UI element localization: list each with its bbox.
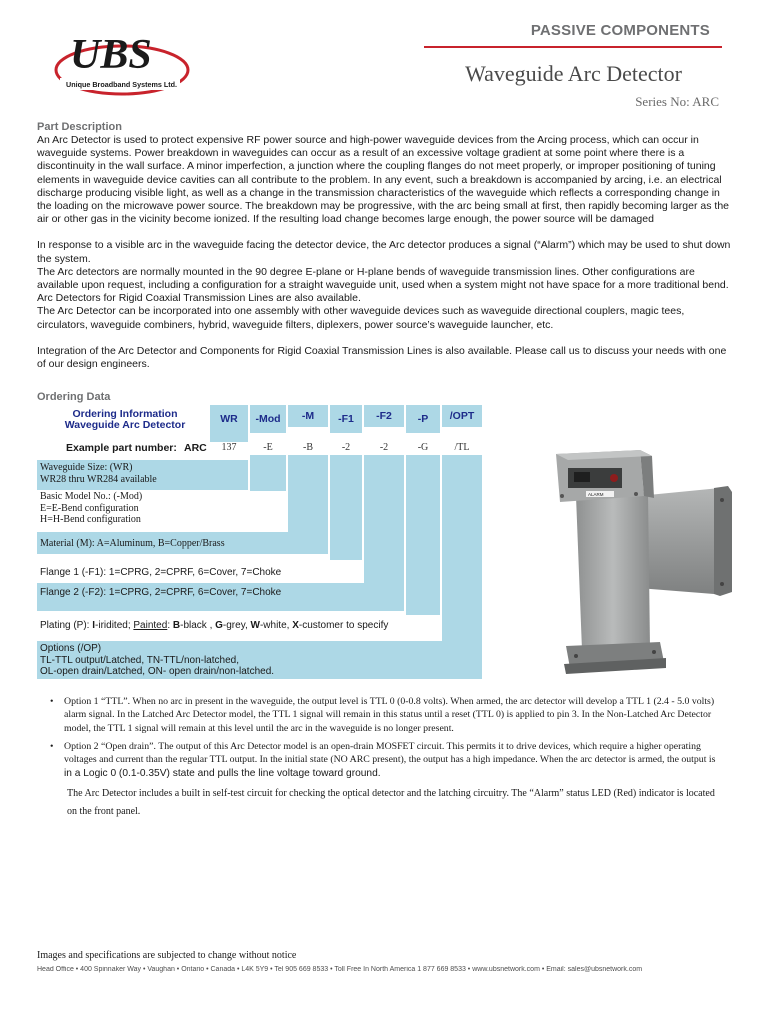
- page-title: Waveguide Arc Detector: [465, 61, 682, 86]
- flange2-band: Flange 2 (-F2): 1=CPRG, 2=CPRF, 6=Cover, 7=Choke: [37, 583, 404, 611]
- option2-text-sans: in a Logic 0 (0.1-0.35V) state and pulls the line voltage toward ground.: [64, 767, 381, 779]
- example-value-mod: -E: [263, 442, 273, 453]
- options-line: OL-open drain/Latched, ON- open drain/non-latched.: [40, 666, 275, 677]
- code-mod: -Mod: [250, 405, 286, 433]
- connector-plating: [406, 455, 440, 615]
- unit-label: ALARM: [588, 492, 604, 497]
- closing-paragraph: The Arc Detector includes a built in self-test circuit for checking the optical detector and the latching circuitry. The “Alarm” status LED (Red) indicator is located on the front panel.: [67, 788, 715, 817]
- example-value-f2: -2: [379, 442, 389, 453]
- part-description-body: [37, 134, 737, 371]
- waveguide-size-band: [37, 460, 248, 490]
- plating-painted: Painted: [133, 620, 168, 631]
- paragraph: Integration of the Arc Detector and Components for Rigid Coaxial Transmission Lines is also available. Please call us to discuss your needs with one of our design engineers.: [37, 344, 727, 371]
- code-material: -M: [288, 405, 328, 427]
- flange1-text: Flange 1 (-F1): 1=CPRG, 2=CPRF, 6=Cover, 7=Choke: [40, 567, 282, 578]
- logo-subtitle: Unique Broadband Systems Ltd.: [66, 80, 178, 89]
- example-value-f1: -2: [341, 442, 351, 453]
- options-line: TL-TTL output/Latched, TN-TTL/non-latched,: [40, 654, 239, 666]
- code-f1: -F1: [330, 405, 362, 433]
- example-value-plating: -G: [417, 442, 429, 453]
- connector-material: [288, 455, 328, 532]
- plating-desc: -white,: [259, 620, 290, 631]
- ordering-info-line: Waveguide Arc Detector: [64, 419, 186, 431]
- waveguide-size-title: Waveguide Size: (WR): [40, 462, 133, 473]
- ordering-info-title: [60, 409, 190, 431]
- ubs-logo-icon: [52, 28, 202, 98]
- code-f2: -F2: [364, 405, 404, 427]
- plating-code: W: [250, 620, 260, 631]
- bullet-icon: •: [50, 696, 54, 707]
- connector-f2: [364, 455, 404, 583]
- plating-code: G: [215, 620, 223, 631]
- series-number: Series No: ARC: [635, 94, 719, 109]
- arc-detector-photo: [528, 436, 738, 680]
- plating-desc: -iridited;: [95, 620, 131, 631]
- example-prefix: ARC: [184, 442, 207, 454]
- options-band: [37, 641, 482, 679]
- category-label: PASSIVE COMPONENTS: [530, 22, 710, 39]
- plating-code: I: [92, 620, 96, 631]
- plating-desc: -customer to specify: [298, 620, 389, 631]
- example-value-options: /TL: [454, 442, 470, 453]
- model-title: Basic Model No.: (-Mod): [40, 491, 143, 502]
- list-item: [50, 740, 724, 780]
- options-title: Options (/OP): [40, 643, 102, 654]
- example-value-wr: 137: [221, 442, 237, 453]
- material-band: Material (M): A=Aluminum, B=Copper/Brass: [37, 532, 328, 554]
- example-label: Example part number:: [66, 442, 177, 454]
- option2-text: Option 2 “Open drain”. The output of this Arc Detector model is an open-drain MOSFET circuit. This permits it to drive devices, which require a higher operating voltages and current than the regular TTL output. In the initial state (NO ARC present), the output has a high impedance. When the arc detector is armed, the output is: [64, 741, 716, 766]
- company-logo: [52, 28, 202, 98]
- connector-f1: [330, 455, 362, 560]
- paragraph: The Arc detectors are normally mounted in the 90 degree E-plane or H-plane bends of waveguide transmission lines. Other configurations are available upon request, including a configuration for a straight waveguide unit, used when a system might not have space for a more traditional bend. Arc Detectors for Rigid Coaxial Transmission Lines are also available.: [37, 265, 729, 305]
- paragraph: In response to a visible arc in the waveguide facing the detector device, the Arc detector produces a signal (“Alarm”) which may be used to shut down the system.: [37, 239, 731, 265]
- product-image: [528, 436, 738, 680]
- logo-mark: UBS: [70, 32, 152, 78]
- code-plating: -P: [406, 405, 440, 433]
- model-h-bend: H=H-Bend configuration: [40, 514, 141, 525]
- paragraph: The Arc Detector can be incorporated into one assembly with other waveguide devices such as waveguide directional couplers, magic tees, circulators, waveguide combiners, hybrid, waveguide filters, diplexers, power source’s waveguide launcher, etc.: [37, 305, 685, 331]
- model-e-bend: E=E-Bend configuration: [40, 502, 139, 514]
- header-divider: [424, 46, 722, 48]
- bullet-icon: •: [50, 741, 54, 752]
- ordering-data-heading: Ordering Data: [37, 391, 111, 403]
- ordering-info-line: Ordering Information: [72, 408, 178, 420]
- example-value-material: -B: [303, 442, 313, 453]
- footer-notice: Images and specifications are subjected to change without notice: [37, 950, 297, 961]
- paragraph: An Arc Detector is used to protect expensive RF power source and high-power waveguide devices from the Arcing process, which can occur in waveguide systems. Power breakdown in waveguides can occur as a result of an excessive voltage gradient at some point where there is a discontinuity in the wall surface. A minor imperfection, a junction where the coupling flanges do not meet properly, or improper positioning of tuning elements in waveguide device cavities can all contribute to the problem. In any event, such a breakdown is accompanied by arcing, i.e. an electrical discharge producing visible light, as well as a change in the transmission characteristics of the waveguide which reflects a corresponding change in the loading on the microwave power source. The breakdown may be progressive, with the arc being small at first, then rapidly becoming larger as the air or other gas in the vicinity become ionized. If the resulting load change becomes large enough, the power source will be damaged: [37, 134, 729, 226]
- part-description-heading: Part Description: [37, 121, 122, 133]
- waveguide-size-range: WR28 thru WR284 available: [40, 473, 157, 485]
- list-item: [50, 695, 724, 735]
- plating-code: B: [172, 620, 181, 631]
- code-wr: WR: [210, 405, 248, 433]
- connector-options: [442, 455, 482, 641]
- model-block: [40, 491, 250, 526]
- connector-wr: [210, 433, 248, 442]
- code-options: /OPT: [442, 405, 482, 427]
- connector-mod: [250, 455, 286, 491]
- plating-prefix: Plating (P):: [40, 620, 90, 631]
- option1-text: Option 1 “TTL”. When no arc in present in the waveguide, the output level is TTL 0 (0-0.8 volts). When armed, the arc detector will develop a TTL 1 (2.4 - 5.0 volts) alarm signal. In the Latched Arc Detector model, the TTL 1 signal will remain in this status until a reset (TTL 0) is applied to pin 3. In the Non-Latched Arc Detector model, the TTL 1 signal will remain at this level until the arc in the waveguide is no longer present.: [64, 696, 715, 734]
- plating-text: Plating (P): I-iridited; Painted: B-black , G-grey, W-white, X-customer to specify: [40, 620, 389, 631]
- plating-desc: -black ,: [180, 620, 213, 631]
- plating-desc: -grey,: [222, 620, 248, 631]
- footer-address: Head Office • 400 Spinnaker Way • Vaughan • Ontario • Canada • L4K 5Y9 • Tel 905 669 8533 • Toll Free In North America 1 877 669 8533 • www.ubsnetwork.com • Email: sales@ubsnetwork.com: [37, 966, 643, 973]
- plating-code: X: [292, 620, 299, 631]
